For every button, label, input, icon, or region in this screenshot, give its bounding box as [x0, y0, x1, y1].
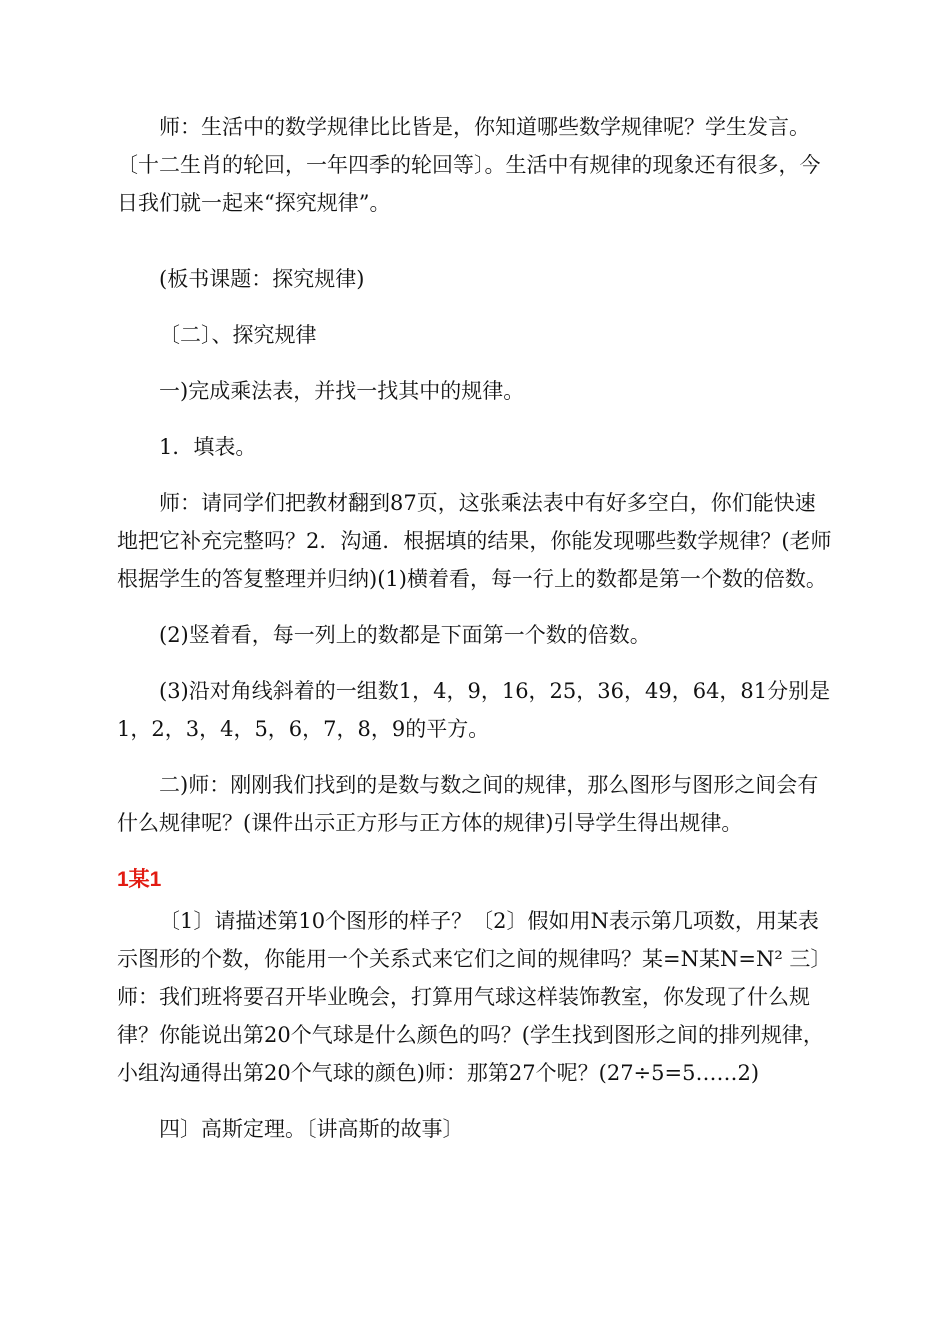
paragraph-fill-table: 1．填表。: [159, 435, 257, 459]
paragraph-multiplication-task: 一)完成乘法表，并找一找其中的规律。: [159, 379, 525, 403]
red-heading: 1某1: [117, 868, 162, 891]
document-body: [117, 108, 835, 1148]
paragraph-gauss-theorem: 四〕高斯定理。〔讲高斯的故事〕: [159, 1117, 464, 1141]
paragraph-diagonal-rule: (3)沿对角线斜着的一组数1，4，9，16，25，36，49，64，81分别是1，2，3，4，5，6，7，8，9的平方。: [117, 679, 831, 741]
paragraph-section-two: 〔二〕、探究规律: [159, 323, 317, 347]
paragraph-board-title: (板书课题：探究规律): [159, 267, 365, 291]
paragraph-shape-rule: 二)师：刚刚我们找到的是数与数之间的规律，那么图形与图形之间会有什么规律呢？(课件出示正方形与正方体的规律)引导学生得出规律。: [117, 773, 819, 835]
paragraph-questions: 〔1〕请描述第10个图形的样子？〔2〕假如用N表示第几项数，用某表示图形的个数，你能用一个关系式来它们之间的规律吗？某=N某N=N² 三〕师：我们班将要召开毕业晚会，打算用气球这样装饰教室，你发现了什么规律？你能说出第20个气球是什么颜色的吗？(学生找到图形之间的排列规律，小组沟通得出第20个气球的颜色)师：那第27个呢？(27÷5=5……2): [117, 909, 832, 1085]
paragraph-textbook-page: 师：请同学们把教材翻到87页，这张乘法表中有好多空白，你们能快速地把它补充完整吗？2．沟通．根据填的结果，你能发现哪些数学规律？(老师根据学生的答复整理并归纳)(1)横着看，每一行上的数都是第一个数的倍数。: [117, 491, 832, 591]
paragraph-vertical-rule: (2)竖着看，每一列上的数都是下面第一个数的倍数。: [159, 623, 651, 647]
paragraph-teacher-intro: 师：生活中的数学规律比比皆是，你知道哪些数学规律呢？学生发言。〔十二生肖的轮回，一年四季的轮回等〕。生活中有规律的现象还有很多，今日我们就一起来“探究规律”。: [117, 115, 821, 215]
